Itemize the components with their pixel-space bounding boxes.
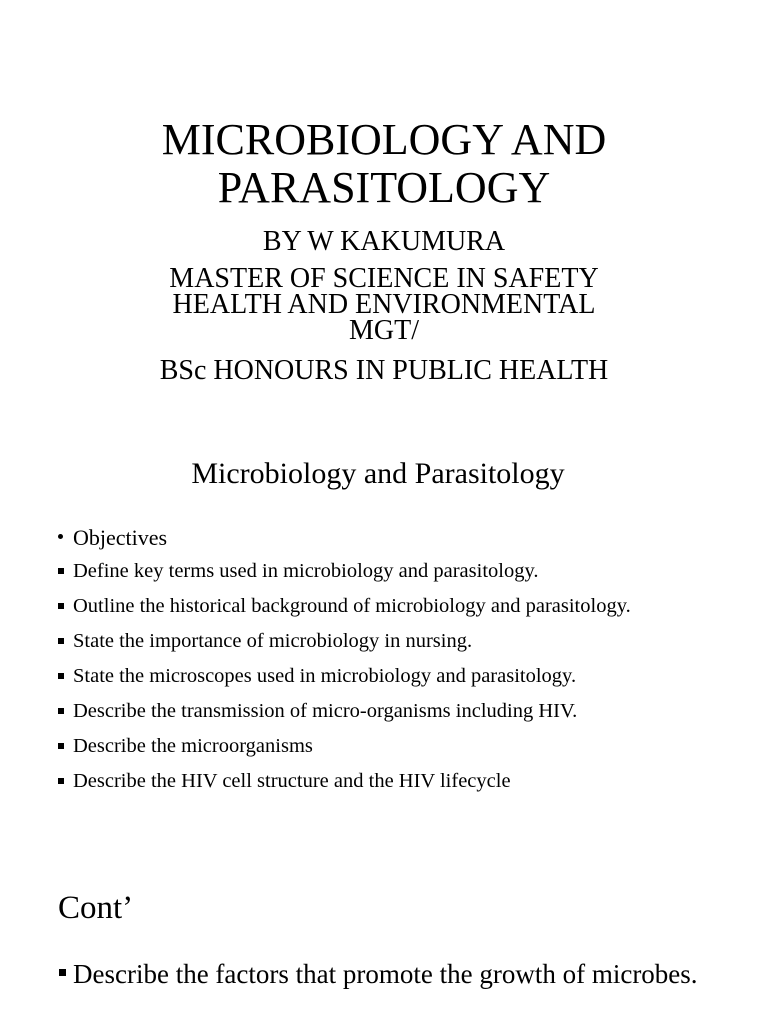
objective-text: Define key terms used in microbiology and parasitology.: [73, 560, 539, 582]
bullet-square-icon: [58, 673, 64, 679]
bullet-square-icon: [58, 743, 64, 749]
degree-line: BSc HONOURS IN PUBLIC HEALTH: [159, 355, 609, 386]
objective-item: [57, 699, 737, 723]
continuation-slide: [0, 864, 768, 1024]
objective-item: [57, 769, 737, 793]
objectives-heading-label: Objectives: [73, 525, 168, 550]
objective-text: Describe the transmission of micro-organisms including HIV.: [73, 700, 578, 722]
objective-item: [57, 629, 737, 653]
objective-text: Outline the historical background of microbiology and parasitology.: [73, 595, 631, 617]
objectives-list: [57, 526, 737, 804]
objectives-heading: [57, 526, 737, 550]
objective-item: [57, 734, 737, 758]
continuation-text: Describe the factors that promote the growth of microbes.: [73, 959, 698, 989]
bullet-square-icon: [58, 603, 64, 609]
bullet-square-icon: [58, 568, 64, 574]
degree-line: MGT/: [349, 315, 419, 346]
bullet-square-icon: [58, 778, 64, 784]
degree-line: MASTER OF SCIENCE IN SAFETY: [169, 263, 599, 294]
bullet-square-icon: [59, 969, 66, 976]
title-line: MICROBIOLOGY AND: [161, 115, 607, 164]
author-line: BY W KAKUMURA: [262, 226, 506, 257]
title-line: PARASITOLOGY: [217, 163, 551, 212]
bullet-square-icon: [58, 638, 64, 644]
objectives-slide: [0, 432, 768, 864]
slide-title: Microbiology and Parasitology: [191, 457, 565, 490]
bullet-square-icon: [58, 708, 64, 714]
title-slide: [0, 0, 768, 432]
slide-subtitle: [0, 226, 768, 386]
objective-text: State the importance of microbiology in nursing.: [73, 630, 473, 652]
objective-text: Describe the HIV cell structure and the HIV lifecycle: [73, 770, 511, 792]
objective-item: [57, 559, 737, 583]
objective-item: [57, 594, 737, 618]
continuation-item: [58, 958, 753, 991]
objective-item: [57, 664, 737, 688]
objective-text: State the microscopes used in microbiology and parasitology.: [73, 665, 577, 687]
slide-title: [0, 116, 768, 212]
objective-text: Describe the microorganisms: [73, 735, 313, 757]
degree-line: HEALTH AND ENVIRONMENTAL: [172, 289, 596, 320]
slide-title: Cont’: [58, 890, 134, 926]
bullet-dot-icon: [58, 534, 63, 539]
